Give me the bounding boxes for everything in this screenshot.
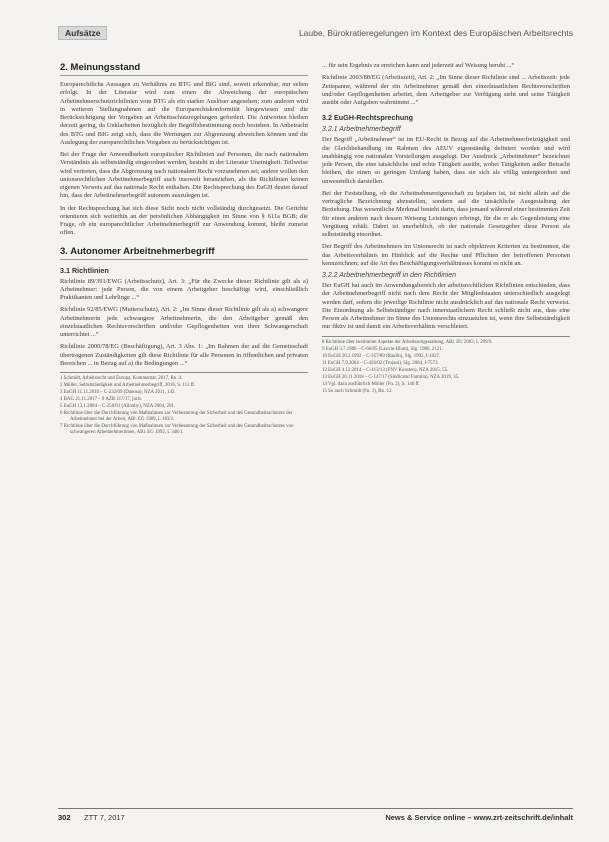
footnotes [60,372,308,436]
paragraph: Bei der Frage der Anwendbarkeit europäischer Richtlinien auf Personen, die nach nationalem Verständnis als selbstständig eingeordnet werden, besteht in der Literatur Uneinigkeit. Teilweise wird vertreten, dass die Abgrenzung nach nationalem Recht vorzunehmen sei; andere wollen den unionsrechtlichen Arbeitnehmerbegriff auch insoweit heranziehen, als die Richtlinien keinen eigenen Verweis auf das nationale Recht enthalten. Die Rechtsprechung des EuGH deutet darauf hin, dass der Arbeitnehmerbegriff autonom auszulegen ist. [60,151,308,200]
footnote: 3 EuGH 11.11.2010 – C-232/09 (Danosa), NZA 2011, 143. [60,390,176,395]
page-number: 302 [58,813,71,822]
paragraph: Der Begriff „Arbeitnehmer“ ist im EU-Recht in Bezug auf die Arbeitnehmerfreizügigkeit und die Gleichbehandlung im Rahmen des AEUV eigenständig definiert worden und wird unabhängig von nationalen Vorstellungen ausgelegt. Der Ausdruck „Arbeitnehmer“ bezeichnet jede Person, die eine tatsächliche und echte Tätigkeit ausübt, wobei Tätigkeiten außer Betracht bleiben, die einen so geringen Umfang haben, dass sie sich als völlig untergeordnet und unwesentlich darstellen. [322,136,570,185]
footnote: 14 Vgl. dazu ausführlich Müller (Fn. 2), S. 140 ff. [322,381,420,387]
footnote: 2 Müller, Selbstständigkeit und Arbeitnehmerbegriff, 2016, S. 112 ff. [60,383,196,388]
footnote: 6 Richtlinie über die Durchführung von Maßnahmen zur Verbesserung der Sicherheit und des Gesundheitsschutzes der Arbeitnehmer bei der Arbeit, ABl. EG 1989, L 183/1. [60,411,293,422]
footnote: 13 EuGH 20.11.2018 – C-147/17 (Sindicatul Familia), NZA 2019, 35. [322,374,460,380]
subsection-heading: 3.1 Richtlinien [60,265,109,275]
paragraph: Der Begriff des Arbeitnehmers im Unionsrecht ist nach objektiven Kriterien zu bestimmen, die das Arbeitsverhältnis im Hinblick auf die Rechte und Pflichten der betroffenen Personen kennzeichnen; auf die Art des Beschäftigungsverhältnisses kommt es nicht an. [322,243,570,267]
section-heading: 2. Meinungsstand [60,62,308,76]
subsubsection-heading: 3.2.1 Arbeitnehmerbegriff [322,126,401,134]
journal-issue: ZTT 7, 2017 [84,813,125,822]
page-header [58,26,573,42]
footnote: 9 EuGH 3.7.1986 – C-66/85 (Lawrie-Blum), Slg. 1986, 2121. [322,346,443,352]
footnote: 8 Richtlinie über bestimmte Aspekte der Arbeitszeitgestaltung, ABl. EU 2003, L 299/9. [322,339,493,345]
footnote: 10 EuGH 26.2.1992 – C-357/89 (Raulin), Slg. 1992, I-1027. [322,353,441,359]
footnote: 15 So auch Schmidt (Fn. 1), Rn. 12. [322,388,393,394]
footnote: 12 EuGH 4.12.2014 – C-413/13 (FNV Kunsten), NZA 2015, 55. [322,367,449,373]
paragraph: Europarechtliche Aussagen zu Verhältnis zu BTG und BIG sind, soweit erkennbar, nur selten erfolgt. In der Literatur wird zum einen die Abweichung der europäischen Arbeitnehmerschutzrichtlinien vom BTG als ein starker Auslöser angesehen; zum anderen wird in weiteren Stellungnahmen auf die Europarechtskonformität hingewiesen und die Berücksichtigung der Vorgaben an Arbeitsschutzregelungen gefordert. Die Antworten bleiben derzeit gering, da Unklarheiten bezüglich der Begriffsbestimmung noch bestehen. In Anbetracht des BTG und BIG zeigt sich, dass die Wertungen zur Abgrenzung abweichen können und die Auslegung der europarechtlichen Vorgaben zu berücksichtigen ist. [60,81,308,146]
subsubsection-heading: 3.2.2 Arbeitnehmerbegriff in den Richtlinien [322,272,456,279]
footer-link[interactable]: News & Service online – www.zrt-zeitschrift.de/inhalt [385,813,573,822]
footnotes [322,336,570,395]
paragraph: Richtlinie 92/85/EWG (Mutterschutz), Art. 2: „Im Sinne dieser Richtlinie gilt als a) schwangere Arbeitnehmerin jede schwangere Arbeitnehmerin, die den Arbeitgeber gemäß den einzelstaatlichen Rechtsvorschriften und/oder Gepflogenheiten von ihrer Schwangerschaft unterrichtet ...“ [60,306,308,338]
paragraph: Bei der Feststellung, ob die Arbeitnehmereigenschaft zu bejahen ist, ist nicht allein auf die vertragliche Bezeichnung abzustellen, sondern auf die tatsächliche Ausgestaltung der Beziehung. Das wesentliche Merkmal besteht darin, dass jemand während einer bestimmten Zeit für einen anderen nach dessen Weisung Leistungen erbringt, für die er als Gegenleistung eine Vergütung erhält. Dabei ist unerheblich, ob der nationale Gesetzgeber diese Person als selbstständig einordnet. [322,189,570,238]
paragraph: In der Rechtsprechung hat sich diese Sicht noch nicht vollständig durchgesetzt. Die Gerichte orientieren sich weiterhin an der persönlichen Abhängigkeit im Sinne von § 611a BGB; die Frage, ob ein europarechtlicher Arbeitnehmerbegriff zur Anwendung kommt, bleibt zumeist offen. [60,204,308,237]
section-tag: Aufsätze [58,26,107,40]
footnote: 1 Schmidt, Arbeitsrecht und Europa, Kommentar, 2017, Rn. 4. [60,376,183,381]
footnote: 11 EuGH 7.9.2004 – C-456/02 (Trojani), Slg. 2004, I-7573. [322,360,439,366]
paragraph: Richtlinie 89/391/EWG (Arbeitsschutz), Art. 3: „Für die Zwecke dieser Richtlinie gilt als a) Arbeitnehmer: jede Person, die von einem Arbeitgeber beschäftigt wird, einschließlich Praktikanten und Lehrlinge ...“ [60,277,308,301]
footnote: 4 BAG 21.11.2017 – 9 AZR 117/17, juris. [60,397,143,402]
running-head: Laube, Bürokratieregelungen im Kontext des Europäischen Arbeitsrechts [298,28,573,38]
paragraph: Richtlinie 2000/78/EG (Beschäftigung), Art. 3 Abs. 1: „Im Rahmen der auf die Gemeinschaft übertragenen Zuständigkeiten gilt diese Richtlinie für alle Personen in öffentlichen und privaten Bereichen ... in Bezug auf a) die Bedingungen ...“ [60,343,308,367]
subsection-heading: 3.2 EuGH-Rechtsprechung [322,113,414,123]
left-column [60,62,308,437]
footnote: 7 Richtlinie über die Durchführung von Maßnahmen zur Verbesserung der Sicherheit und des Gesundheitsschutzes von schwangeren Arbeitnehmerinnen, ABl. EG 1992, L 348/1. [60,424,294,435]
paragraph: Richtlinie 2003/88/EG (Arbeitszeit), Art. 2: „Im Sinne dieser Richtlinie sind ... Arbeitszeit: jede Zeitspanne, während der ein Arbeitnehmer gemäß den einzelstaatlichen Rechtsvorschriften und/oder Gepflogenheiten arbeitet, dem Arbeitgeber zur Verfügung steht und seine Tätigkeit ausübt oder Aufgaben wahrnimmt ...“ [322,74,570,106]
section-heading: 3. Autonomer Arbeitnehmerbegriff [60,246,308,260]
footnote: 5 EuGH 13.1.2004 – C-256/01 (Allonby), NZA 2004, 201. [60,404,176,409]
paragraph: Der EuGH hat auch im Anwendungsbereich der arbeitsrechtlichen Richtlinien entschieden, dass der Arbeitnehmerbegriff nicht nach dem Recht der Mitgliedstaaten unterschiedlich ausgelegt werden darf, sofern die jeweilige Richtlinie nicht ausdrücklich auf das nationale Recht verweist. Die Einordnung als Selbstständiger nach innerstaatlichem Recht schließt nicht aus, dass eine Person als Arbeitnehmer im Sinne des Unionsrechts einzustufen ist, wenn ihre Selbstständigkeit nur fiktiv ist und damit ein Arbeitsverhältnis verschleiert. [322,282,570,331]
right-column [322,62,570,396]
page-footer [58,808,573,825]
paragraph: ... für sein Ergebnis zu erreichen kann und jederzeit auf Weisung beruht ...“ [322,62,515,69]
